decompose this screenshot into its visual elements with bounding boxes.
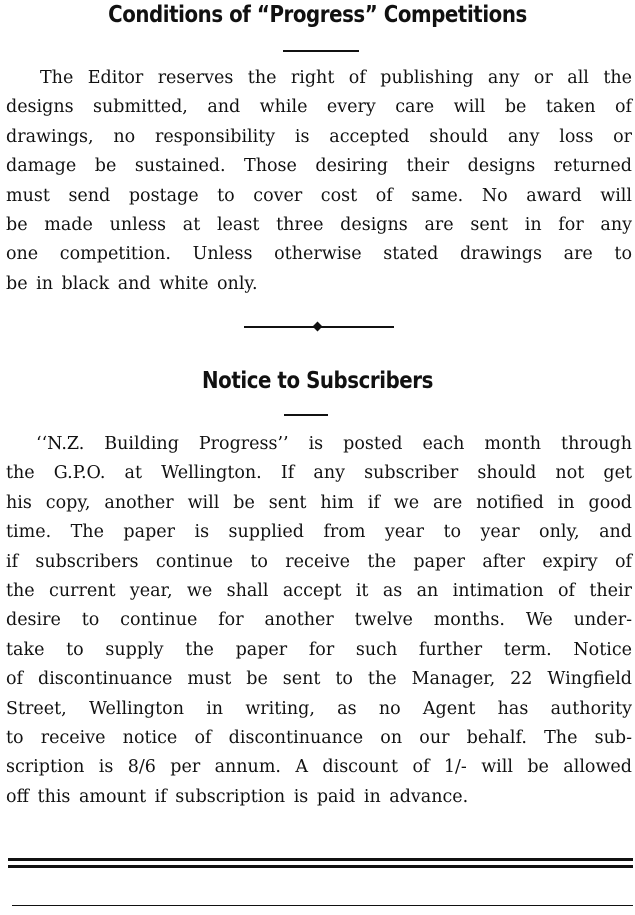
footer-double-rule-bottom: [8, 865, 633, 868]
para-line: one competition. Unless otherwise stated drawings are to: [6, 244, 632, 265]
para-line: the current year, we shall accept it as an intimation of their: [6, 580, 632, 601]
para-line: of discontinuance must be sent to the Manager, 22 Wingfield: [6, 669, 632, 690]
para-line: drawings, no responsibility is accepted should any loss or: [6, 126, 632, 147]
para-line: designs submitted, and while every care will be taken of: [6, 97, 632, 118]
para-line: time. The paper is supplied from year to year only, and: [6, 522, 632, 543]
para-line: damage be sustained. Those desiring their designs returned: [6, 156, 632, 177]
para-line: be in black and white only.: [6, 273, 258, 294]
para-line: be made unless at least three designs are sent in for any: [6, 214, 632, 235]
para-line: Street, Wellington in writing, as no Agent has authority: [6, 698, 632, 719]
para-line: ‘‘N.Z. Building Progress’’ is posted each month through: [36, 434, 632, 454]
heading-underline: [283, 50, 359, 52]
section-divider-ornament: [244, 322, 394, 332]
footer-thin-rule: [12, 905, 633, 906]
para-line: to receive notice of discontinuance on our behalf. The sub-: [6, 727, 632, 748]
para-line: off this amount if subscription is paid in advance.: [6, 786, 469, 807]
para-line: the G.P.O. at Wellington. If any subscriber should not get: [6, 463, 632, 484]
para-line: take to supply the paper for such further term. Notice: [6, 639, 632, 660]
para-line: desire to continue for another twelve months. We under-: [6, 610, 632, 631]
para-line: scription is 8/6 per annum. A discount of 1/- will be allowed: [6, 757, 632, 778]
heading-underline: [284, 414, 328, 416]
para-line: his copy, another will be sent him if we are notified in good: [6, 492, 632, 513]
competitions-paragraph: [6, 64, 632, 299]
para-line: if subscribers continue to receive the paper after expiry of: [6, 551, 632, 572]
subscribers-heading: Notice to Subscribers: [202, 368, 433, 394]
footer-double-rule-top: [8, 858, 633, 861]
subscribers-paragraph: [6, 430, 632, 812]
para-line: must send postage to cover cost of same. No award will: [6, 185, 632, 206]
competitions-heading: Conditions of “Progress” Competitions: [108, 2, 527, 28]
para-line: The Editor reserves the right of publishing any or all the: [40, 68, 632, 88]
